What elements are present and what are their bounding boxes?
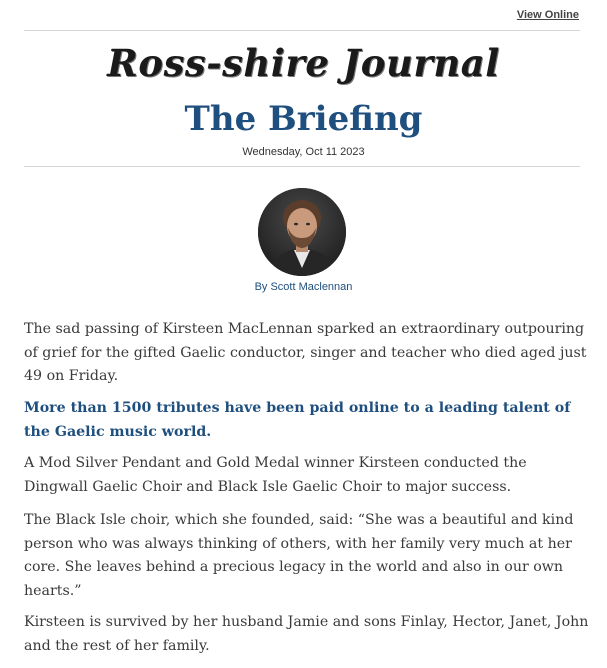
article-lead-highlight: More than 1500 tributes have been paid online to a leading talent of the Gaelic music world. bbox=[24, 400, 571, 440]
view-online-link[interactable]: View Online bbox=[516, 9, 579, 21]
masthead-logo: Ross-shire Journal bbox=[107, 41, 500, 85]
article-quote-paragraph: The Black Isle choir, which she founded, said: “She was a beautiful and kind person who was always thinking of others, with her family very much at her core. She leaves behind a precious legacy in the world and also in our own hearts.” bbox=[24, 512, 574, 599]
article-paragraph: A Mod Silver Pendant and Gold Medal winner Kirsteen conducted the Dingwall Gaelic Choir and Black Isle Gaelic Choir to major success. bbox=[24, 455, 527, 495]
header-divider bbox=[24, 166, 580, 167]
article-paragraph: The sad passing of Kirsteen MacLennan sparked an extraordinary outpouring of grief for the gifted Gaelic conductor, singer and teacher who died aged just 49 on Friday. bbox=[24, 321, 587, 384]
article-paragraph: Kirsteen is survived by her husband Jamie and sons Finlay, Hector, Janet, John and the rest of her family. bbox=[24, 614, 589, 654]
top-bar bbox=[0, 0, 607, 30]
author-photo bbox=[258, 188, 346, 276]
issue-date: Wednesday, Oct 11 2023 bbox=[242, 146, 365, 158]
author-byline: By Scott Maclennan bbox=[254, 281, 353, 293]
author-avatar bbox=[258, 188, 346, 276]
top-divider bbox=[24, 30, 580, 31]
newsletter-title: The Briefing bbox=[184, 99, 423, 139]
